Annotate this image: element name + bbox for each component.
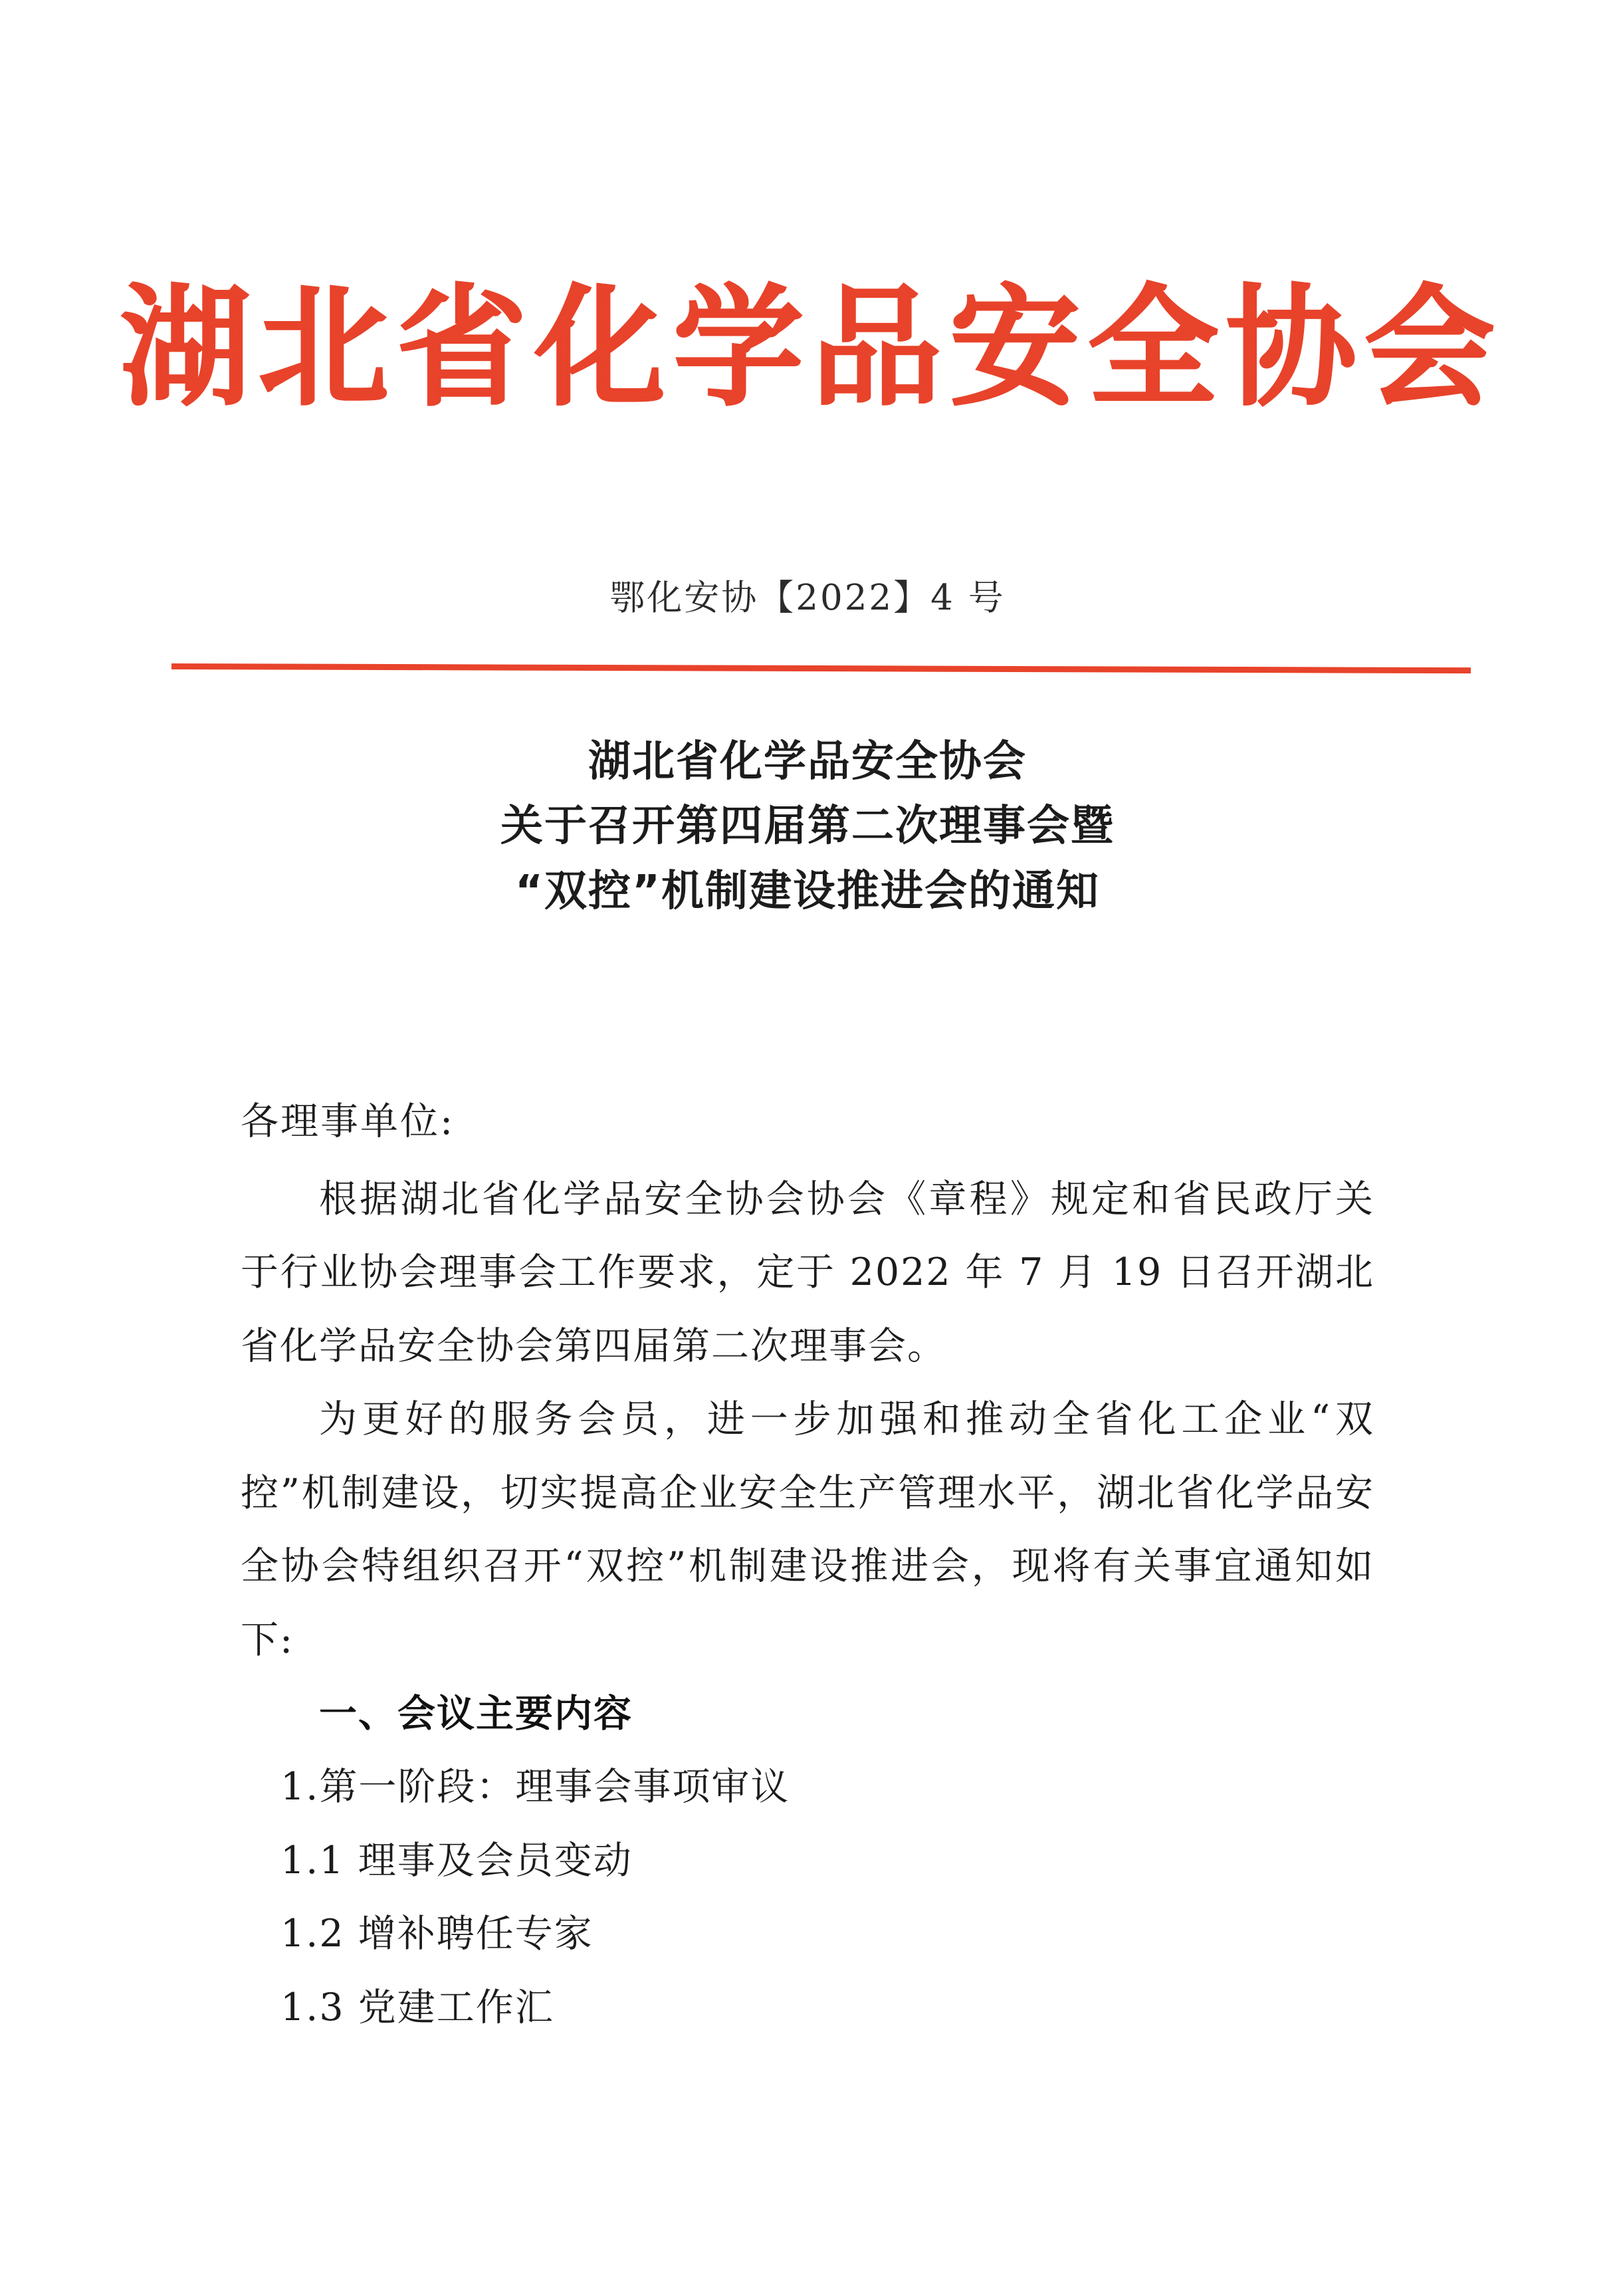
section-heading-meeting-content: 一、会议主要内容 — [319, 1691, 633, 1736]
red-separator-rule — [171, 663, 1471, 673]
document-title-line-1: 湖北省化学品安全协会 — [588, 737, 1027, 786]
list-item-1-3: 1.3 党建工作汇 — [280, 1985, 554, 2029]
list-item-1-2: 1.2 增补聘任专家 — [280, 1912, 593, 1956]
document-title-line-3: “双控”机制建设推进会的通知 — [514, 866, 1101, 916]
organization-banner: 湖北省化学品安全协会 — [120, 271, 1503, 424]
document-title-line-2: 关于召开第四届第二次理事会暨 — [500, 802, 1115, 852]
body-paragraph-2: 为更好的服务会员，进一步加强和推动全省化工企业“双控”机制建设，切实提高企业安全生产管理水平，湖北省化学品安全协会特组织召开“双控”机制建设推进会，现将有关事宜通知如下: — [241, 1397, 1374, 1663]
body-paragraph-1: 根据湖北省化学品安全协会协会《章程》规定和省民政厅关于行业协会理事会工作要求，定于 2022 年 7 月 19 日召开湖北省化学品安全协会第四届第二次理事会。 — [241, 1177, 1374, 1368]
document-number: 鄂化安协【2022】4 号 — [609, 578, 1006, 618]
salutation: 各理事单位: — [241, 1099, 455, 1143]
document-body — [241, 1085, 1374, 2045]
list-item-1-1: 1.1 理事及会员变动 — [280, 1838, 633, 1883]
list-item-stage-one: 1.第一阶段：理事会事项审议 — [280, 1765, 790, 1809]
document-title-block — [0, 730, 1615, 924]
